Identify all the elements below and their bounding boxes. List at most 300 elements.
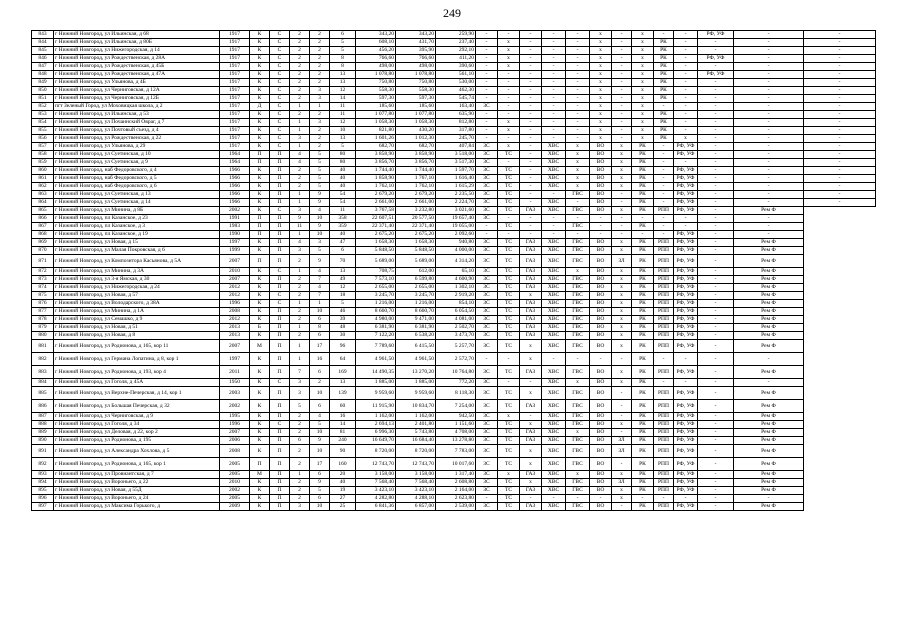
- table-cell: 3 423,10: [396, 487, 436, 495]
- table-cell: 1 767,10: [396, 175, 436, 183]
- table-cell: ТС: [498, 421, 520, 429]
- table-cell: С: [270, 103, 290, 111]
- table-cell: -: [698, 183, 734, 191]
- table-cell: П: [270, 183, 290, 191]
- table-cell: х: [612, 366, 632, 379]
- table-cell: К: [250, 47, 270, 55]
- table-cell: х: [612, 324, 632, 332]
- table-cell: х: [612, 239, 632, 247]
- table-row: [32, 421, 876, 429]
- table-cell: -: [476, 135, 498, 143]
- table-cell: ВО: [590, 191, 612, 199]
- table-cell: ЗС: [476, 308, 498, 316]
- table-cell: х: [632, 79, 654, 87]
- table-cell: -: [804, 151, 876, 159]
- table-cell: РФ, УФ: [674, 324, 698, 332]
- table-cell: -: [698, 223, 734, 231]
- table-cell: 19 657,40: [436, 215, 476, 223]
- table-cell: 7 789,60: [356, 340, 396, 353]
- table-cell: -: [674, 103, 698, 111]
- table-cell: -: [734, 199, 804, 207]
- table-cell: 64: [330, 353, 356, 366]
- table-cell: 8 660,70: [356, 308, 396, 316]
- table-cell: 9: [290, 215, 310, 223]
- table-cell: 1964: [220, 151, 250, 159]
- table-cell: 462,30: [436, 87, 476, 95]
- table-cell: РПП: [654, 308, 674, 316]
- table-cell: 2: [290, 479, 310, 487]
- table-row: [32, 79, 876, 87]
- table-row: [32, 191, 876, 199]
- table-cell: ГВС: [566, 284, 590, 292]
- table-cell: -: [804, 47, 876, 55]
- table-cell: -: [590, 231, 612, 239]
- table-cell: 1 885,00: [356, 379, 396, 387]
- table-cell: Рем Ф: [734, 366, 804, 379]
- table-cell: -: [698, 143, 734, 151]
- table-cell: ЗС: [476, 487, 498, 495]
- table-cell: Рем Ф: [734, 429, 804, 437]
- table-cell: РК: [654, 79, 674, 87]
- table-cell: 1: [290, 353, 310, 366]
- table-cell: -: [590, 215, 612, 223]
- table-cell: х: [498, 143, 520, 151]
- table-cell: 40: [330, 167, 356, 175]
- row-number-cell: 869: [32, 239, 54, 247]
- table-cell: 9: [310, 223, 330, 231]
- table-cell: 3: [290, 135, 310, 143]
- table-cell: -: [734, 167, 804, 175]
- table-cell: 2 164,00: [436, 487, 476, 495]
- table-cell: ЗС: [476, 458, 498, 471]
- table-cell: х: [498, 127, 520, 135]
- table-cell: П: [270, 175, 290, 183]
- table-cell: ВО: [590, 292, 612, 300]
- table-cell: К: [250, 79, 270, 87]
- table-cell: 1: [290, 340, 310, 353]
- table-cell: 766,60: [396, 55, 436, 63]
- table-cell: 9: [310, 479, 330, 487]
- table-cell: -: [698, 199, 734, 207]
- table-cell: РК: [654, 119, 674, 127]
- table-cell: 1 658,30: [356, 239, 396, 247]
- table-row: [32, 268, 876, 276]
- table-cell: РФ, УФ: [674, 300, 698, 308]
- table-cell: РК: [632, 366, 654, 379]
- address-cell: г Нижний Новгород, ул 3-я Ямская, д 30: [54, 276, 220, 284]
- table-row: [32, 379, 876, 387]
- table-cell: 5: [310, 167, 330, 175]
- table-cell: ХВС: [542, 458, 566, 471]
- table-cell: -: [612, 103, 632, 111]
- table-cell: РПП: [654, 458, 674, 471]
- table-cell: ВО: [590, 421, 612, 429]
- table-cell: 430,20: [396, 127, 436, 135]
- table-cell: ГВС: [566, 308, 590, 316]
- row-number-cell: 867: [32, 223, 54, 231]
- table-cell: 19 055,00: [436, 223, 476, 231]
- table-cell: 1: [290, 324, 310, 332]
- table-cell: -: [698, 487, 734, 495]
- table-cell: П: [270, 191, 290, 199]
- table-cell: 14: [330, 421, 356, 429]
- table-cell: -: [612, 119, 632, 127]
- table-cell: -: [698, 437, 734, 445]
- table-cell: -: [654, 215, 674, 223]
- row-number-cell: 855: [32, 127, 54, 135]
- table-cell: 40: [330, 183, 356, 191]
- table-cell: 2: [310, 79, 330, 87]
- table-cell: 22 607,51: [356, 215, 396, 223]
- table-cell: РФ, УФ: [674, 503, 698, 511]
- row-number-cell: 852: [32, 103, 54, 111]
- table-cell: 14 490,35: [356, 366, 396, 379]
- table-cell: ЗС: [476, 366, 498, 379]
- table-cell: х: [632, 39, 654, 47]
- table-cell: РК: [632, 143, 654, 151]
- table-cell: -: [698, 111, 734, 119]
- table-cell: ХВС: [542, 284, 566, 292]
- table-cell: ГВС: [566, 437, 590, 445]
- table-cell: 4 980,00: [356, 316, 396, 324]
- table-cell: 6: [310, 366, 330, 379]
- table-cell: П: [270, 429, 290, 437]
- table-cell: 5: [330, 47, 356, 55]
- table-cell: ЗС: [476, 400, 498, 413]
- table-cell: х: [612, 487, 632, 495]
- address-cell: г Нижний Новгород, ул Композитора Касьянова, д 5А: [54, 255, 220, 268]
- row-number-cell: 896: [32, 495, 54, 503]
- table-cell: ЗС: [476, 239, 498, 247]
- table-cell: 169: [330, 366, 356, 379]
- table-row: [32, 231, 876, 239]
- address-cell: г Нижний Новгород, ул Новая, д 51: [54, 324, 220, 332]
- address-cell: г Нижний Новгород, ул Ульянова, д 4Б: [54, 79, 220, 87]
- table-cell: РК: [632, 458, 654, 471]
- table-cell: 358: [330, 215, 356, 223]
- table-row: [32, 458, 876, 471]
- table-cell: х: [612, 308, 632, 316]
- table-cell: 2: [310, 135, 330, 143]
- table-cell: ТС: [498, 487, 520, 495]
- table-cell: П: [270, 316, 290, 324]
- table-cell: х: [566, 183, 590, 191]
- table-cell: ГВС: [566, 316, 590, 324]
- address-cell: г Нижний Новгород, ул Минина, д 8Б: [54, 207, 220, 215]
- table-cell: ЗС: [476, 387, 498, 400]
- table-cell: 2: [290, 175, 310, 183]
- table-cell: 40: [330, 231, 356, 239]
- table-cell: 9: [310, 255, 330, 268]
- table-cell: ГВС: [566, 324, 590, 332]
- table-cell: х: [566, 379, 590, 387]
- address-cell: г Нижний Новгород, ул Максима Горького, д: [54, 503, 220, 511]
- row-number-cell: 863: [32, 191, 54, 199]
- table-cell: -: [654, 223, 674, 231]
- table-cell: -: [698, 39, 734, 47]
- table-cell: -: [654, 175, 674, 183]
- table-cell: ТС: [498, 247, 520, 255]
- table-cell: 4: [310, 284, 330, 292]
- table-cell: 7 568,40: [356, 479, 396, 487]
- table-cell: 2: [290, 71, 310, 79]
- row-number-cell: 874: [32, 284, 54, 292]
- table-cell: 10: [330, 127, 356, 135]
- table-cell: -: [698, 119, 734, 127]
- table-cell: ЗС: [476, 143, 498, 151]
- table-cell: 9: [310, 199, 330, 207]
- table-cell: 13: [330, 79, 356, 87]
- table-row: [32, 199, 876, 207]
- table-cell: РК: [632, 175, 654, 183]
- table-cell: 10: [310, 387, 330, 400]
- table-cell: П: [250, 231, 270, 239]
- table-row: [32, 429, 876, 437]
- table-cell: ГВС: [566, 340, 590, 353]
- table-cell: -: [542, 55, 566, 63]
- table-cell: -: [654, 143, 674, 151]
- table-cell: 612,00: [396, 268, 436, 276]
- table-cell: П: [270, 308, 290, 316]
- table-cell: 635,90: [436, 111, 476, 119]
- table-cell: 7: [290, 366, 310, 379]
- table-cell: х: [566, 429, 590, 437]
- table-cell: 1917: [220, 103, 250, 111]
- table-cell: -: [498, 353, 520, 366]
- table-cell: 47: [330, 239, 356, 247]
- table-cell: 708,75: [356, 268, 396, 276]
- table-cell: ЗС: [476, 215, 498, 223]
- table-cell: 3 245,70: [396, 292, 436, 300]
- table-cell: ВО: [590, 143, 612, 151]
- table-cell: х: [612, 292, 632, 300]
- table-cell: 240: [330, 437, 356, 445]
- table-cell: -: [612, 135, 632, 143]
- table-cell: 2: [290, 316, 310, 324]
- table-cell: ТС: [498, 300, 520, 308]
- table-cell: -: [612, 111, 632, 119]
- table-cell: ХВС: [542, 151, 566, 159]
- table-cell: 1: [290, 191, 310, 199]
- table-cell: РФ, УФ: [698, 55, 734, 63]
- table-cell: 1966: [220, 167, 250, 175]
- table-row: [32, 479, 876, 487]
- table-cell: 1: [290, 127, 310, 135]
- table-cell: -: [520, 379, 542, 387]
- table-cell: -: [674, 379, 698, 387]
- table-cell: ХВС: [542, 379, 566, 387]
- table-cell: РФ, УФ: [674, 199, 698, 207]
- table-cell: 8: [330, 63, 356, 71]
- table-cell: К: [250, 421, 270, 429]
- table-cell: С: [270, 111, 290, 119]
- table-cell: 11 915,90: [356, 400, 396, 413]
- table-cell: 1 597,70: [436, 167, 476, 175]
- address-cell: г Нижний Новгород, ул Александра Хохлова, д 5: [54, 445, 220, 458]
- table-cell: ВО: [590, 151, 612, 159]
- table-cell: 1 658,30: [396, 239, 436, 247]
- table-cell: 498,00: [356, 63, 396, 71]
- table-cell: К: [250, 95, 270, 103]
- table-cell: 545,74: [436, 95, 476, 103]
- table-cell: -: [734, 183, 804, 191]
- table-cell: ТС: [498, 340, 520, 353]
- table-cell: х: [520, 479, 542, 487]
- table-cell: РФ, УФ: [674, 175, 698, 183]
- table-cell: 3 856,70: [356, 159, 396, 167]
- table-cell: 2005: [220, 458, 250, 471]
- table-cell: РПП: [654, 324, 674, 332]
- table-cell: П: [250, 255, 270, 268]
- table-cell: -: [542, 111, 566, 119]
- table-cell: -: [590, 353, 612, 366]
- table-cell: 530,00: [436, 79, 476, 87]
- table-cell: 3: [310, 95, 330, 103]
- table-cell: -: [698, 479, 734, 487]
- table-cell: -: [566, 127, 590, 135]
- table-cell: ТС: [498, 387, 520, 400]
- table-cell: х: [520, 445, 542, 458]
- table-cell: 942,50: [436, 413, 476, 421]
- table-cell: 22 371,40: [356, 223, 396, 231]
- table-cell: ЗС: [476, 445, 498, 458]
- table-cell: Рем Ф: [734, 332, 804, 340]
- row-number-cell: 870: [32, 247, 54, 255]
- table-cell: ЗЛ: [612, 479, 632, 487]
- table-cell: х: [590, 103, 612, 111]
- table-cell: РК: [632, 400, 654, 413]
- table-cell: ГАЗ: [520, 400, 542, 413]
- row-number-cell: 878: [32, 316, 54, 324]
- table-cell: ЗС: [476, 151, 498, 159]
- table-cell: ХВС: [542, 324, 566, 332]
- table-cell: РПП: [654, 292, 674, 300]
- table-cell: 2: [290, 421, 310, 429]
- table-cell: 2: [290, 95, 310, 103]
- address-cell: г Нижний Новгород, ул Ильинская, д 80Б: [54, 39, 220, 47]
- table-cell: 10: [310, 308, 330, 316]
- table-cell: -: [476, 127, 498, 135]
- table-cell: х: [590, 119, 612, 127]
- table-cell: 3: [290, 247, 310, 255]
- table-cell: 1 858,90: [356, 175, 396, 183]
- table-cell: 1991: [220, 215, 250, 223]
- table-cell: 3 158,00: [356, 471, 396, 479]
- table-cell: 6: [330, 31, 356, 39]
- table-cell: К: [250, 111, 270, 119]
- table-cell: ХВС: [542, 400, 566, 413]
- table-cell: П: [270, 231, 290, 239]
- table-cell: ХВС: [542, 332, 566, 340]
- table-cell: 4 288,10: [396, 495, 436, 503]
- table-cell: -: [674, 353, 698, 366]
- table-cell: ГВС: [566, 479, 590, 487]
- table-cell: ВО: [590, 239, 612, 247]
- table-cell: 597,30: [356, 95, 396, 103]
- table-cell: К: [250, 71, 270, 79]
- table-cell: ВО: [590, 167, 612, 175]
- table-cell: К: [250, 183, 270, 191]
- table-cell: К: [250, 479, 270, 487]
- table-cell: 2011: [220, 366, 250, 379]
- table-cell: К: [250, 495, 270, 503]
- table-cell: -: [698, 268, 734, 276]
- table-cell: РФ, УФ: [698, 31, 734, 39]
- table-cell: 9: [310, 437, 330, 445]
- table-cell: -: [542, 87, 566, 95]
- table-cell: -: [698, 292, 734, 300]
- table-cell: 6: [310, 471, 330, 479]
- table-cell: ВО: [590, 366, 612, 379]
- table-cell: С: [270, 268, 290, 276]
- table-cell: ТС: [498, 207, 520, 215]
- table-cell: -: [698, 324, 734, 332]
- table-row: [32, 135, 876, 143]
- table-cell: ЗС: [476, 284, 498, 292]
- table-cell: П: [270, 353, 290, 366]
- table-cell: 2007: [220, 340, 250, 353]
- table-cell: 4 000,00: [436, 247, 476, 255]
- table-cell: 6 841,36: [356, 503, 396, 511]
- table-cell: РПП: [654, 421, 674, 429]
- table-cell: -: [498, 31, 520, 39]
- table-cell: -: [520, 413, 542, 421]
- table-cell: -: [566, 39, 590, 47]
- table-cell: 750,80: [396, 79, 436, 87]
- table-cell: -: [654, 31, 674, 39]
- table-cell: х: [612, 151, 632, 159]
- table-cell: ТС: [498, 324, 520, 332]
- table-cell: 12: [330, 284, 356, 292]
- table-cell: х: [632, 103, 654, 111]
- table-cell: 1 317,40: [436, 471, 476, 479]
- table-cell: Рем Ф: [734, 503, 804, 511]
- table-cell: х: [520, 421, 542, 429]
- table-cell: 1966: [220, 191, 250, 199]
- table-cell: К: [250, 135, 270, 143]
- table-cell: -: [566, 31, 590, 39]
- table-cell: ГАЗ: [520, 366, 542, 379]
- table-cell: 5: [310, 175, 330, 183]
- table-cell: -: [566, 95, 590, 103]
- table-cell: -: [698, 127, 734, 135]
- table-cell: ГАЗ: [520, 429, 542, 437]
- table-cell: ХВС: [542, 421, 566, 429]
- table-cell: -: [542, 63, 566, 71]
- table-cell: РФ, УФ: [674, 316, 698, 324]
- table-cell: -: [804, 135, 876, 143]
- table-cell: -: [698, 175, 734, 183]
- table-cell: х: [566, 175, 590, 183]
- table-cell: К: [250, 268, 270, 276]
- table-cell: 558,30: [396, 87, 436, 95]
- table-cell: 3: [310, 239, 330, 247]
- table-cell: 3: [290, 503, 310, 511]
- table-cell: РК: [632, 300, 654, 308]
- address-cell: г Нижний Новгород, ул Рождественская, д 47А: [54, 71, 220, 79]
- table-cell: х: [612, 340, 632, 353]
- table-cell: -: [804, 71, 876, 79]
- address-cell: г Нижний Новгород, ул Минина, д 1А: [54, 308, 220, 316]
- table-cell: П: [270, 400, 290, 413]
- table-cell: х: [632, 55, 654, 63]
- address-cell: г Нижний Новгород, наб Федоровского, д 4: [54, 167, 220, 175]
- table-cell: -: [542, 95, 566, 103]
- table-cell: РПП: [654, 247, 674, 255]
- table-cell: -: [698, 215, 734, 223]
- table-row: [32, 223, 876, 231]
- table-cell: 3 158,00: [396, 471, 436, 479]
